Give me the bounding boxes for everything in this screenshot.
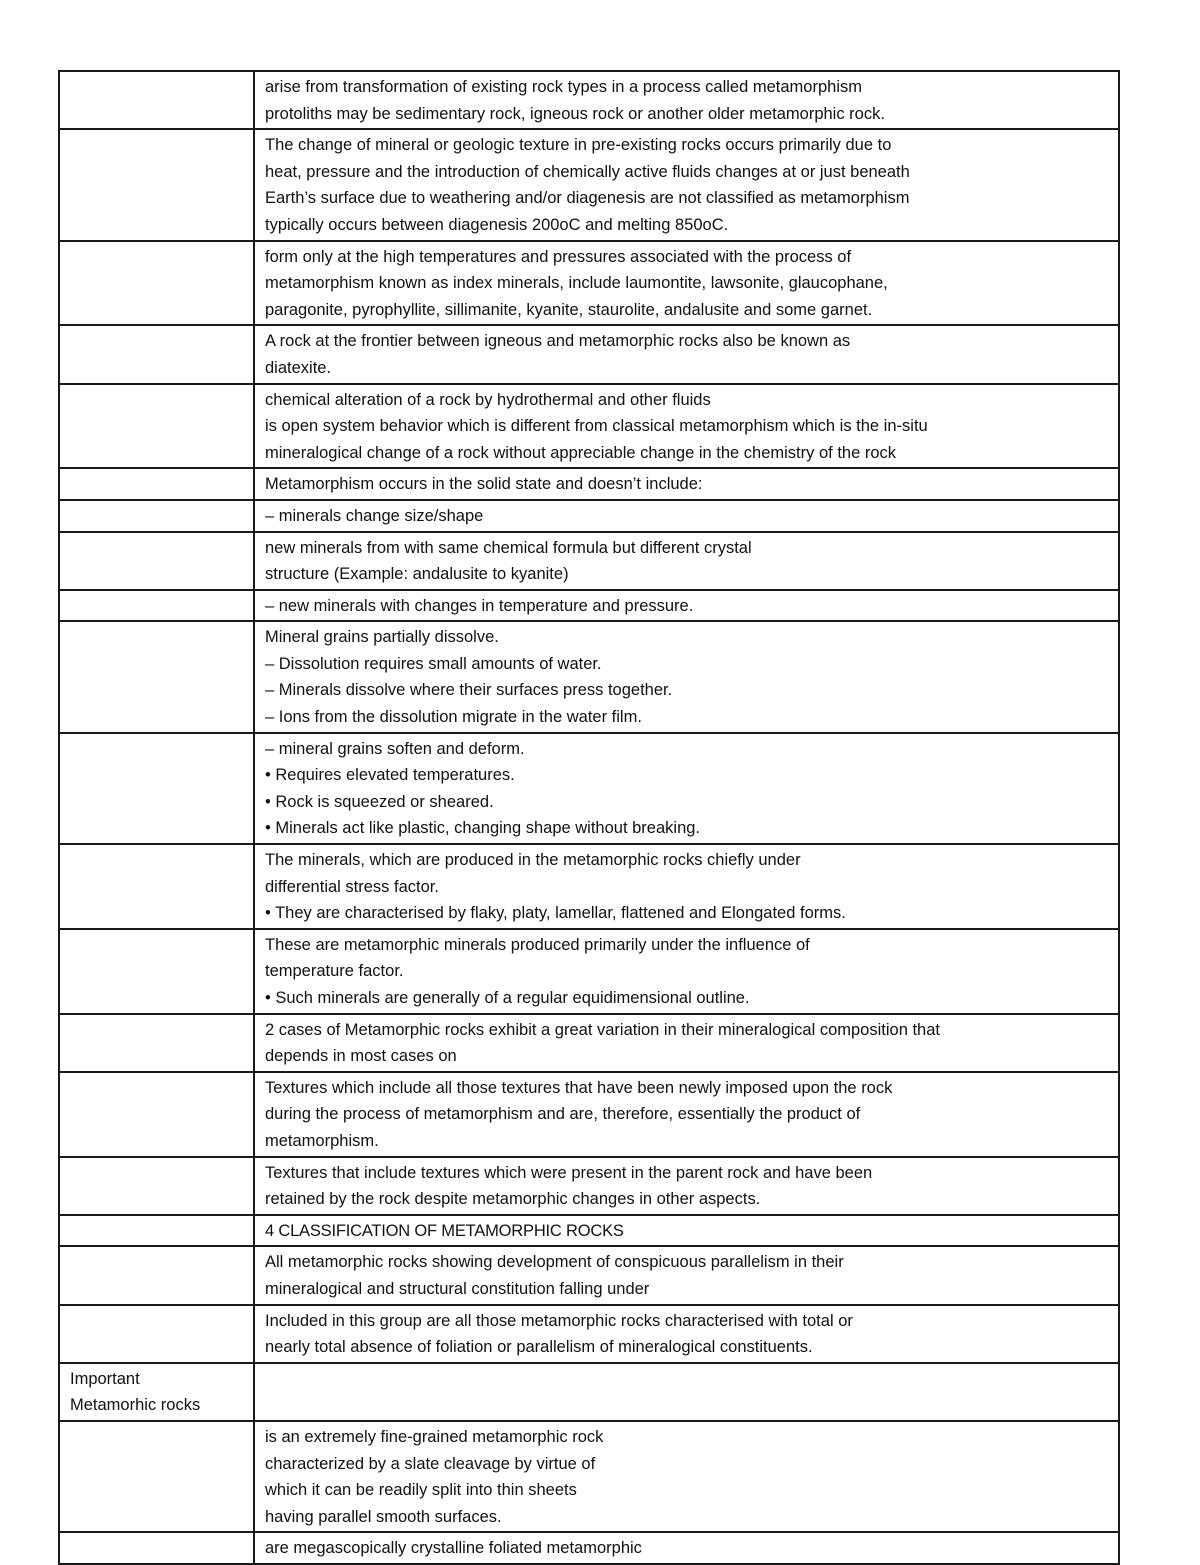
table-row — [59, 1014, 1119, 1072]
term-cell — [59, 532, 254, 590]
term-cell — [59, 1072, 254, 1157]
table-row — [59, 621, 1119, 732]
term-cell — [59, 500, 254, 532]
term-cell — [59, 129, 254, 240]
definition-line: – Ions from the dissolution migrate in the water film. — [265, 708, 642, 727]
definition-line: 2 cases of Metamorphic rocks exhibit a great variation in their mineralogical composition that — [265, 1020, 940, 1039]
definition-line: characterized by a slate cleavage by virtue of — [265, 1454, 596, 1473]
definition-line: • Minerals act like plastic, changing shape without breaking. — [265, 819, 701, 838]
definition-line: The change of mineral or geologic texture in pre-existing rocks occurs primarily due to — [265, 136, 892, 155]
definition-cell — [254, 241, 1119, 326]
definition-line: nearly total absence of foliation or parallelism of mineralogical constituents. — [265, 1338, 813, 1357]
definition-cell — [254, 621, 1119, 732]
term-cell — [59, 1014, 254, 1072]
definition-line: differential stress factor. — [265, 877, 439, 896]
definition-line: Textures that include textures which were present in the parent rock and have been — [265, 1163, 873, 1182]
definition-line: • Rock is squeezed or sheared. — [265, 792, 494, 811]
table-row — [59, 468, 1119, 500]
term-cell — [59, 325, 254, 383]
definition-line: chemical alteration of a rock by hydrothermal and other fluids — [265, 390, 711, 409]
table-row — [59, 1246, 1119, 1304]
table-body — [59, 71, 1119, 1564]
definition-cell — [254, 1072, 1119, 1157]
definition-line: during the process of metamorphism and are, therefore, essentially the product of — [265, 1105, 861, 1124]
definition-cell — [254, 1421, 1119, 1532]
definition-line: mineralogical and structural constitution falling under — [265, 1279, 650, 1298]
table-row — [59, 241, 1119, 326]
definition-line: protoliths may be sedimentary rock, igneous rock or another older metamorphic rock. — [265, 104, 885, 123]
definition-cell — [254, 1157, 1119, 1215]
definition-cell — [254, 1363, 1119, 1421]
definition-cell — [254, 1532, 1119, 1564]
definition-cell — [254, 325, 1119, 383]
definition-line: All metamorphic rocks showing development of conspicuous parallelism in their — [265, 1253, 844, 1272]
term-cell — [59, 733, 254, 844]
definition-line: retained by the rock despite metamorphic changes in other aspects. — [265, 1190, 761, 1209]
definition-line: form only at the high temperatures and pressures associated with the process of — [265, 247, 852, 266]
table-row — [59, 1215, 1119, 1247]
definition-line: – mineral grains soften and deform. — [265, 739, 525, 758]
definition-line: – minerals change size/shape — [265, 506, 484, 525]
table-row — [59, 1305, 1119, 1363]
term-cell — [59, 241, 254, 326]
term-line: Important — [70, 1369, 140, 1388]
table-row — [59, 384, 1119, 469]
definition-cell — [254, 1305, 1119, 1363]
term-cell — [59, 1305, 254, 1363]
definition-line: having parallel smooth surfaces. — [265, 1507, 502, 1526]
table-row — [59, 590, 1119, 622]
definition-line: – Dissolution requires small amounts of water. — [265, 654, 602, 673]
definition-line: metamorphism. — [265, 1131, 379, 1150]
definition-cell — [254, 384, 1119, 469]
term-cell — [59, 1246, 254, 1304]
definition-line: • Such minerals are generally of a regular equidimensional outline. — [265, 989, 750, 1007]
definition-line: is open system behavior which is different from classical metamorphism which is the in-situ — [265, 417, 928, 436]
table-row — [59, 1532, 1119, 1564]
document-page — [58, 70, 1118, 1565]
definition-line: new minerals from with same chemical formula but different crystal — [265, 538, 752, 557]
definition-line: These are metamorphic minerals produced primarily under the influence of — [265, 935, 810, 954]
table-row — [59, 532, 1119, 590]
table-row — [59, 733, 1119, 844]
definition-line: Earth’s surface due to weathering and/or diagenesis are not classified as metamorphism — [265, 189, 910, 208]
definition-cell — [254, 929, 1119, 1014]
term-cell — [59, 384, 254, 469]
definition-line: is an extremely fine-grained metamorphic rock — [265, 1427, 604, 1446]
table-row — [59, 71, 1119, 129]
definition-cell — [254, 468, 1119, 500]
term-cell — [59, 71, 254, 129]
term-cell — [59, 468, 254, 500]
table-row — [59, 1072, 1119, 1157]
definition-line: Included in this group are all those metamorphic rocks characterised with total or — [265, 1311, 853, 1330]
definition-line: • They are characterised by flaky, platy, lamellar, flattened and Elongated forms. — [265, 904, 846, 923]
table-row — [59, 929, 1119, 1014]
definition-line: structure (Example: andalusite to kyanite) — [265, 565, 569, 584]
table-row — [59, 325, 1119, 383]
definition-cell — [254, 500, 1119, 532]
term-cell — [59, 1532, 254, 1564]
definition-line: Metamorphism occurs in the solid state and doesn’t include: — [265, 475, 703, 494]
definition-line: – new minerals with changes in temperature and pressure. — [265, 596, 694, 615]
term-cell — [59, 844, 254, 929]
table-row — [59, 844, 1119, 929]
definition-line: A rock at the frontier between igneous and metamorphic rocks also be known as — [265, 332, 851, 351]
table-row — [59, 500, 1119, 532]
section-heading: 4 CLASSIFICATION OF METAMORPHIC ROCKS — [265, 1221, 624, 1240]
term-line: Metamorhic rocks — [70, 1396, 201, 1415]
definition-cell — [254, 129, 1119, 240]
table-row — [59, 129, 1119, 240]
definition-line: Mineral grains partially dissolve. — [265, 628, 499, 647]
definition-cell — [254, 733, 1119, 844]
term-cell — [59, 929, 254, 1014]
definition-line: mineralogical change of a rock without appreciable change in the chemistry of the rock — [265, 443, 897, 462]
term-cell — [59, 1215, 254, 1247]
table-row — [59, 1363, 1119, 1421]
term-cell — [59, 590, 254, 622]
term-definition-table — [58, 70, 1120, 1565]
definition-cell — [254, 844, 1119, 929]
section-heading-cell — [254, 1215, 1119, 1247]
table-row — [59, 1421, 1119, 1532]
definition-cell — [254, 1246, 1119, 1304]
definition-line: are megascopically crystalline foliated metamorphic — [265, 1539, 642, 1558]
definition-line: – Minerals dissolve where their surfaces press together. — [265, 681, 673, 700]
definition-line: arise from transformation of existing rock types in a process called metamorphism — [265, 78, 862, 96]
definition-line: which it can be readily split into thin sheets — [265, 1481, 577, 1500]
definition-line: Textures which include all those textures that have been newly imposed upon the rock — [265, 1078, 893, 1097]
definition-line: paragonite, pyrophyllite, sillimanite, kyanite, staurolite, andalusite and some garnet. — [265, 300, 873, 319]
term-cell — [59, 621, 254, 732]
definition-line: depends in most cases on — [265, 1047, 457, 1066]
definition-line: metamorphism known as index minerals, include laumontite, lawsonite, glaucophane, — [265, 274, 888, 293]
definition-cell — [254, 532, 1119, 590]
definition-line: diatexite. — [265, 358, 332, 377]
definition-cell — [254, 1014, 1119, 1072]
term-cell — [59, 1363, 254, 1421]
definition-line: typically occurs between diagenesis 200oC and melting 850oC. — [265, 215, 729, 234]
table-row — [59, 1157, 1119, 1215]
definition-line: The minerals, which are produced in the metamorphic rocks chiefly under — [265, 851, 801, 870]
term-cell — [59, 1421, 254, 1532]
definition-line: heat, pressure and the introduction of chemically active fluids changes at or just beneath — [265, 162, 910, 181]
definition-cell — [254, 590, 1119, 622]
definition-line: temperature factor. — [265, 962, 404, 981]
definition-line: • Requires elevated temperatures. — [265, 766, 515, 785]
definition-cell — [254, 71, 1119, 129]
term-cell — [59, 1157, 254, 1215]
